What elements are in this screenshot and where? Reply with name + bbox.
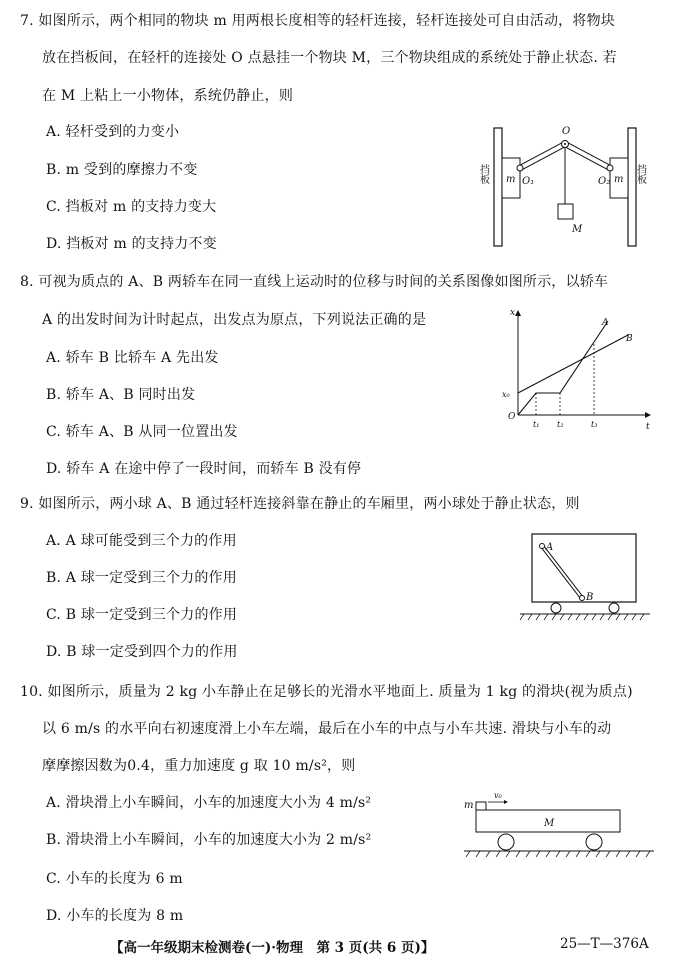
q9-stem-line-1: 9. 如图所示，两小球 A、B 通过轻杆连接斜靠在静止的车厢里，两小球处于静止状态，则 (20, 496, 580, 512)
q10-slider-label: m (464, 800, 474, 811)
q7-block-M-label: M (572, 224, 583, 235)
q7-option-b: B. m 受到的摩擦力不变 (46, 162, 198, 178)
q9-option-c: C. B 球一定受到三个力的作用 (46, 607, 238, 623)
q10-cart-label: M (544, 818, 555, 829)
q8-x-axis-label: t (646, 422, 650, 432)
q7-joint-o-label: O (562, 126, 571, 137)
q7-figure (477, 118, 650, 250)
q9-ball-a-label: A (546, 542, 554, 553)
q9-option-b: B. A 球一定受到三个力的作用 (46, 570, 237, 586)
q8-t3-label: t₃ (591, 420, 598, 429)
q10-stem-line-2: 以 6 m/s 的水平向右初速度滑上小车左端，最后在小车的中点与小车共速. 滑块与小车的动 (42, 721, 612, 737)
q10-option-d: D. 小车的长度为 8 m (46, 908, 184, 924)
q7-option-a: A. 轻杆受到的力变小 (46, 124, 180, 140)
q8-graph (498, 305, 658, 437)
q7-right-mass-label: m (614, 174, 624, 185)
q8-stem-line-2: A 的出发时间为计时起点，出发点为原点，下列说法正确的是 (42, 312, 427, 328)
q8-line-a-label: A (602, 318, 609, 328)
q7-stem-line-1: 7. 如图所示，两个相同的物块 m 用两根长度相等的轻杆连接，轻杆连接处可自由活动，将物块 (20, 13, 615, 29)
q9-figure (520, 528, 650, 624)
q8-x0-label: x₀ (502, 390, 510, 399)
q7-option-d: D. 挡板对 m 的支持力不变 (46, 236, 217, 252)
q8-line-b-label: B (626, 334, 633, 344)
q7-pivot-o2-label: O₂ (598, 176, 611, 187)
q8-y-axis-label: x (510, 308, 516, 318)
q7-stem-line-3: 在 M 上粘上一小物体，系统仍静止，则 (42, 88, 294, 104)
q10-stem-line-1: 10. 如图所示，质量为 2 kg 小车静止在足够长的光滑水平地面上. 质量为 1 kg 的滑块(视为质点) (20, 684, 633, 700)
q9-option-d: D. B 球一定受到四个力的作用 (46, 644, 238, 660)
q8-option-d: D. 轿车 A 在途中停了一段时间，而轿车 B 没有停 (46, 461, 362, 477)
q8-origin-label: O (508, 412, 516, 422)
q7-stem-line-2: 放在挡板间，在轻杆的连接处 O 点悬挂一个物块 M，三个物块组成的系统处于静止状态. 若 (42, 50, 617, 66)
footer-code: 25—T—376A (560, 936, 649, 952)
q7-option-c: C. 挡板对 m 的支持力变大 (46, 199, 217, 215)
q8-stem-line-1: 8. 可视为质点的 A、B 两轿车在同一直线上运动时的位移与时间的关系图像如图所示，以轿车 (20, 274, 609, 290)
q10-figure (460, 790, 656, 860)
q10-option-c: C. 小车的长度为 6 m (46, 871, 183, 887)
q7-pivot-o1-label: O₁ (522, 176, 535, 187)
q8-option-b: B. 轿车 A、B 同时出发 (46, 387, 196, 403)
q8-t2-label: t₂ (557, 420, 564, 429)
q7-left-mass-label: m (506, 174, 516, 185)
q10-option-a: A. 滑块滑上小车瞬间，小车的加速度大小为 4 m/s² (46, 795, 372, 811)
q10-option-b: B. 滑块滑上小车瞬间，小车的加速度大小为 2 m/s² (46, 832, 372, 848)
q8-t1-label: t₁ (533, 420, 540, 429)
q8-option-a: A. 轿车 B 比轿车 A 先出发 (46, 350, 219, 366)
q9-ball-b-label: B (586, 592, 594, 603)
q10-velocity-label: v₀ (494, 791, 502, 800)
q8-option-c: C. 轿车 A、B 从同一位置出发 (46, 424, 238, 440)
q9-option-a: A. A 球可能受到三个力的作用 (46, 533, 237, 549)
footer-title: 【高一年级期末检测卷(一)·物理 第 3 页(共 6 页)】 (110, 940, 435, 956)
q7-left-board-label: 挡板 (477, 164, 489, 184)
q7-right-board-label: 挡板 (634, 164, 646, 184)
q10-stem-line-3: 摩摩擦因数为0.4，重力加速度 g 取 10 m/s²，则 (42, 758, 356, 774)
